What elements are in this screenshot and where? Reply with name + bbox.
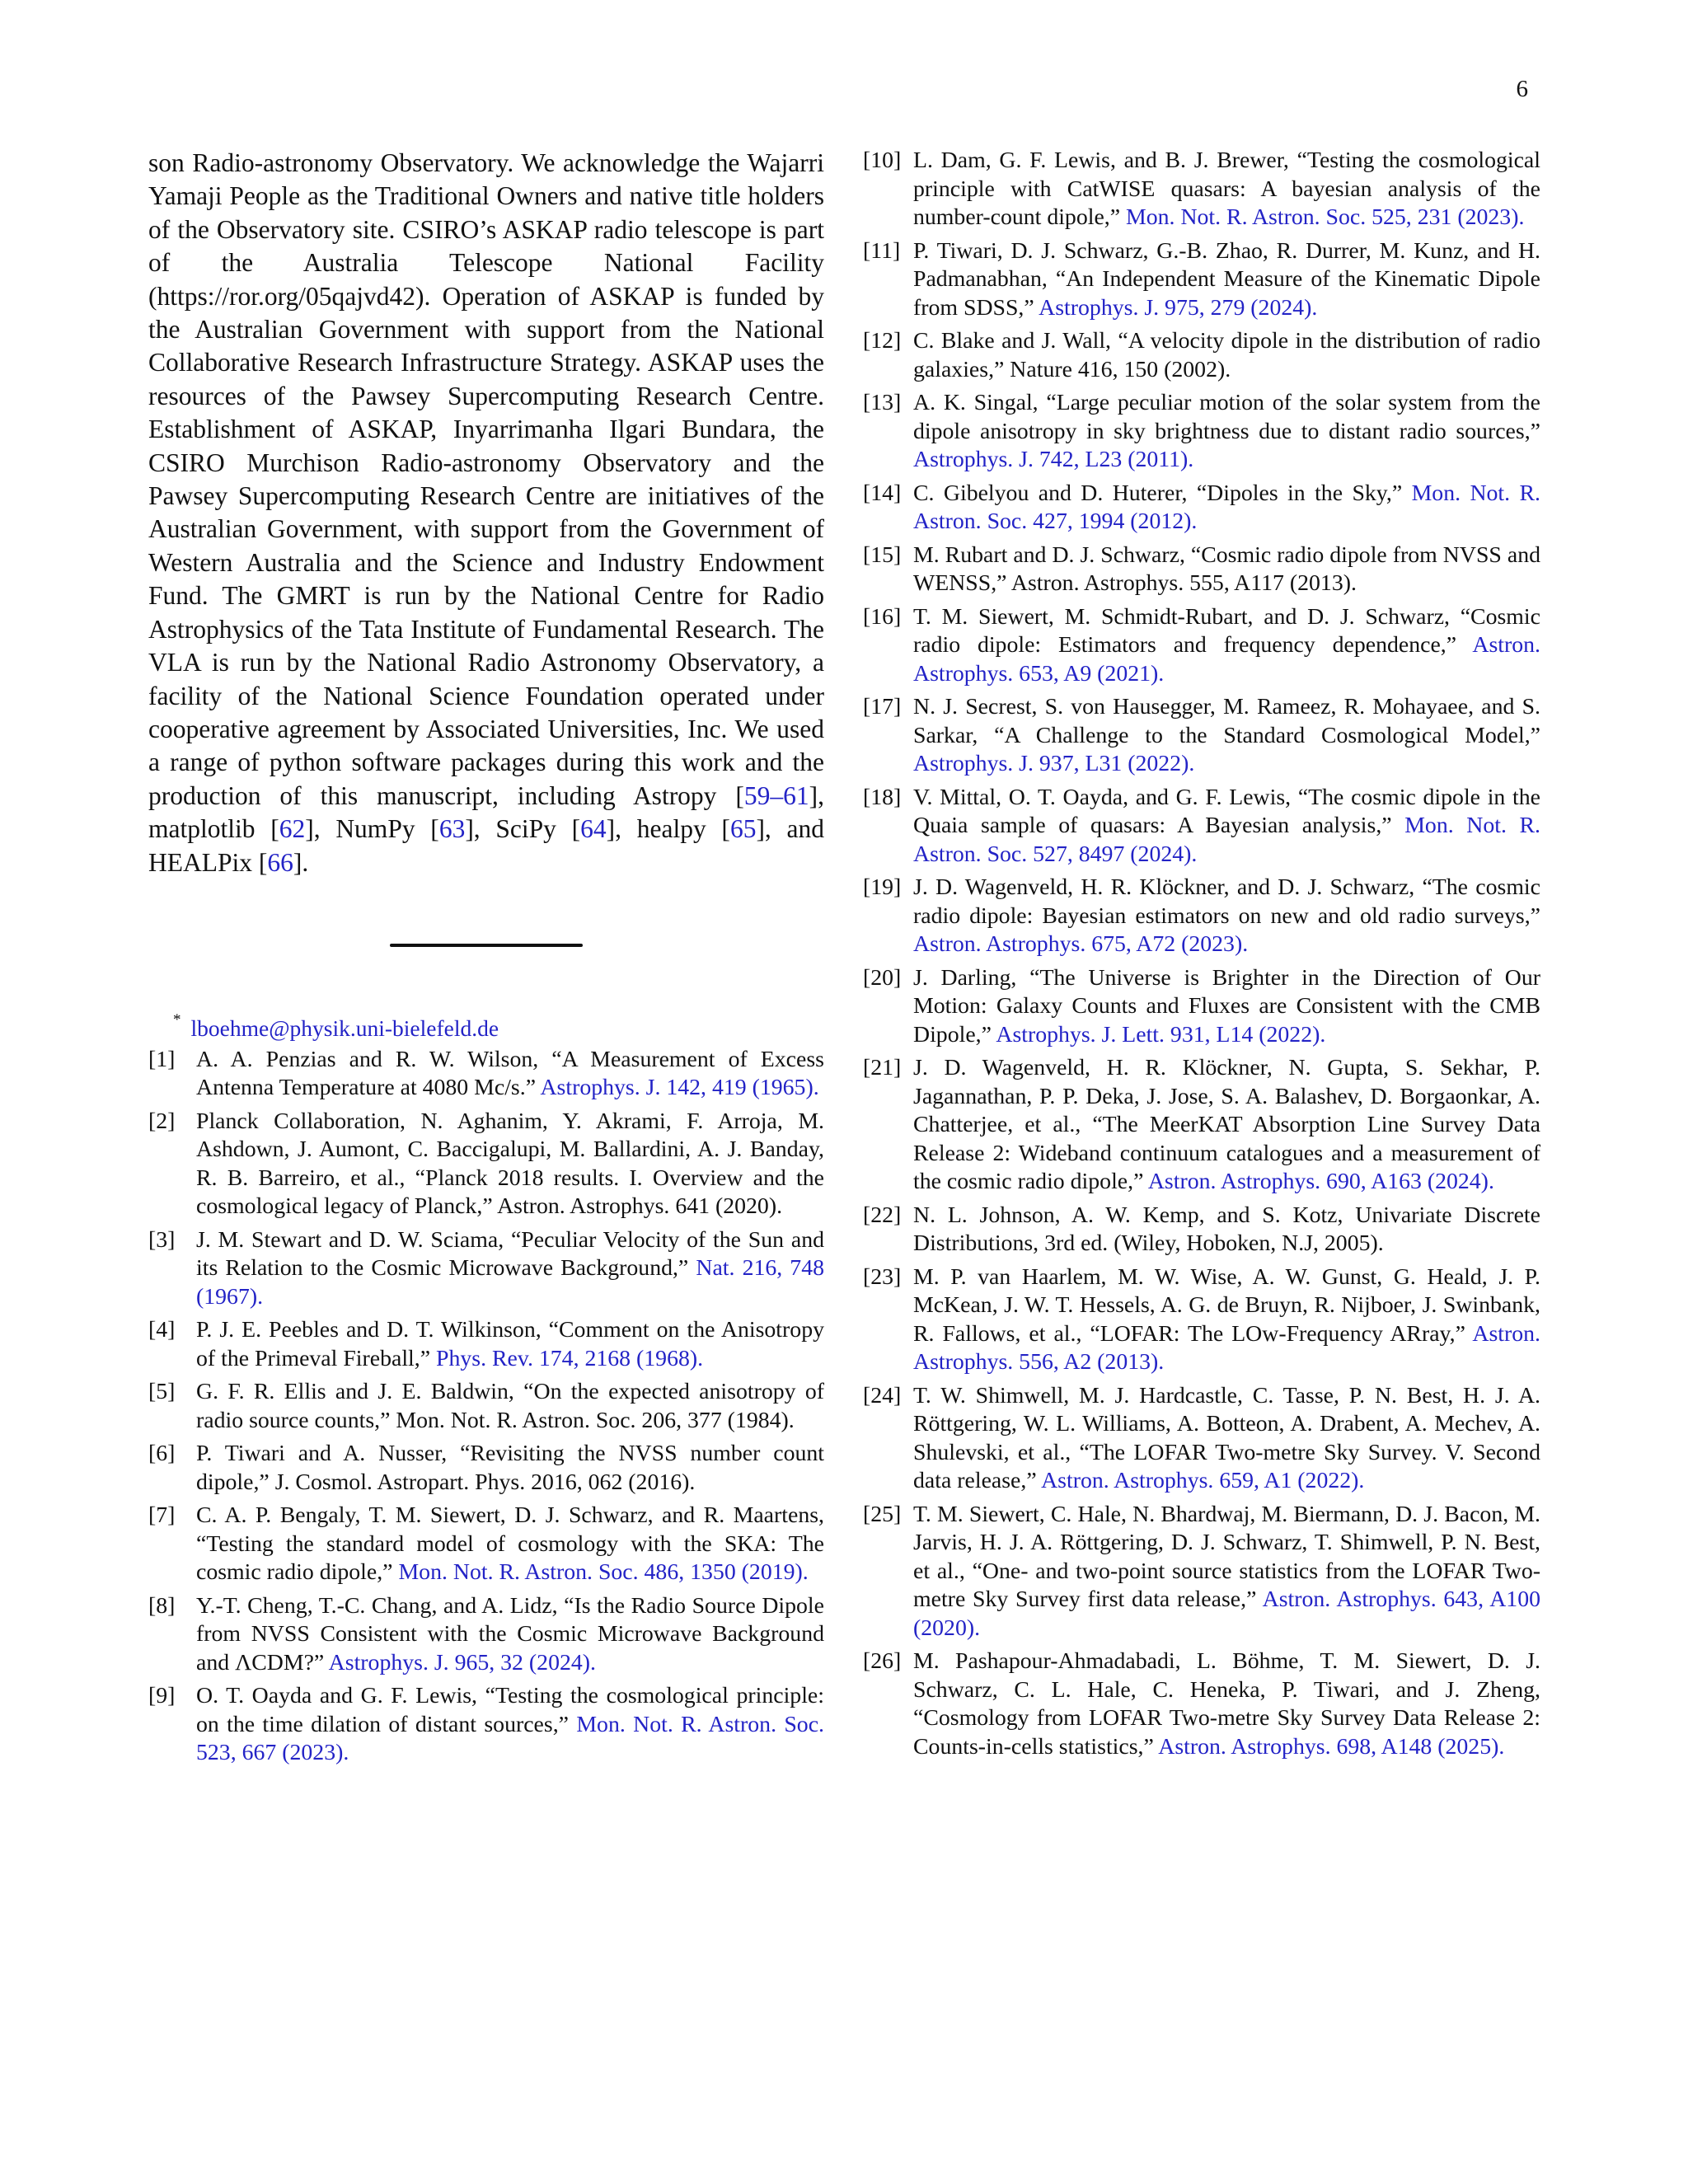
reference-item [863, 1202, 1540, 1258]
reference-body: J. M. Stewart and D. W. Sciama, “Peculiar Velocity of the Sun and its Relation to the Cosmic Microwave Background,” [196, 1226, 824, 1282]
footnote-email [148, 1010, 824, 1043]
reference-text [913, 1382, 1540, 1496]
reference-number: [3] [148, 1226, 176, 1253]
reference-number: [22] [863, 1202, 902, 1228]
reference-text [913, 1202, 1540, 1258]
reference-body: J. D. Wagenveld, H. R. Klöckner, and D. J. Schwarz, “The cosmic radio dipole: Bayesian estimators on new and old radio surveys,” [913, 874, 1540, 929]
reference-item [863, 874, 1540, 959]
reference-body: A. K. Singal, “Large peculiar motion of the solar system from the dipole anisotropy in sky brightness due to distant radio sources,” [913, 390, 1540, 444]
reference-doi-link[interactable]: Astrophys. J. 965, 32 (2024). [328, 1649, 596, 1675]
reference-text [913, 147, 1540, 232]
numpy-label: NumPy [335, 814, 415, 844]
reference-body: A. A. Penzias and R. W. Wilson, “A Measurement of Excess Antenna Temperature at 4080 Mc/s.” [196, 1046, 824, 1101]
reference-number: [17] [863, 694, 902, 719]
reference-number: [16] [863, 603, 902, 630]
reference-body: M. Pashapour-Ahmadabadi, L. Böhme, T. M. Siewert, D. J. Schwarz, C. L. Hale, C. Heneka, P. Tiwari, and J. Zheng, “Cosmology from LOFAR Two-metre Sky Survey Data Release 2: Counts-in-cells statistics,” [913, 1648, 1540, 1760]
reference-item [148, 1682, 824, 1768]
reference-doi-link[interactable]: Astron. Astrophys. 556, A2 (2013). [913, 1320, 1541, 1375]
reference-number: [24] [863, 1382, 902, 1408]
reference-body: P. J. E. Peebles and D. T. Wilkinson, “Comment on the Anisotropy of the Primeval Fireball,” [196, 1317, 824, 1371]
reference-body: J. Darling, “The Universe is Brighter in the Direction of Our Motion: Galaxy Counts and Fluxes are Consistent with the CMB Dipole,” [913, 964, 1540, 1047]
reference-list-right [863, 147, 1540, 1761]
reference-doi-link[interactable]: Phys. Rev. 174, 2168 (1968). [436, 1345, 704, 1371]
citation-link-matplotlib[interactable]: 62 [279, 814, 306, 844]
reference-item [148, 1440, 824, 1497]
reference-number: [25] [863, 1501, 902, 1527]
section-separator [390, 944, 583, 947]
reference-item [148, 1108, 824, 1221]
reference-body: M. Rubart and D. J. Schwarz, “Cosmic radio dipole from NVSS and WENSS,” Astron. Astrophys. 555, A117 (2013). [913, 541, 1540, 596]
reference-doi-link[interactable]: Astron. Astrophys. 643, A100 (2020). [913, 1586, 1540, 1641]
reference-doi-link[interactable]: Mon. Not. R. Astron. Soc. 523, 667 (2023). [196, 1711, 824, 1766]
reference-item [863, 480, 1540, 537]
reference-number: [20] [863, 964, 902, 991]
reference-body: Y.-T. Cheng, T.-C. Chang, and A. Lidz, “Is the Radio Source Dipole from NVSS Consistent with the Cosmic Microwave Background and ΛCDM?” [196, 1592, 824, 1675]
reference-number: [5] [148, 1379, 176, 1405]
reference-doi-link[interactable]: Astron. Astrophys. 653, A9 (2021). [913, 632, 1540, 687]
reference-doi-link[interactable]: Astrophys. J. 742, L23 (2011). [913, 447, 1194, 472]
reference-body: C. A. P. Bengaly, T. M. Siewert, D. J. Schwarz, and R. Maartens, “Testing the standard model of cosmology with the SKA: The cosmic radio dipole,” [196, 1502, 824, 1586]
healpy-label: healpy [636, 814, 706, 844]
reference-text [913, 237, 1540, 323]
reference-body: O. T. Oayda and G. F. Lewis, “Testing the cosmological principle: on the time dilation of distant sources,” [196, 1683, 824, 1737]
reference-item [863, 964, 1540, 1050]
reference-body: C. Blake and J. Wall, “A velocity dipole in the distribution of radio galaxies,” Nature 416, 150 (2002). [913, 328, 1540, 382]
reference-item [863, 784, 1540, 869]
reference-body: T. M. Siewert, C. Hale, N. Bhardwaj, M. Biermann, D. J. Bacon, M. Jarvis, H. J. A. Röttgering, D. J. Schwarz, T. Shimwell, P. N. Best, et al., “One- and two-point source statistics from the LOFAR Two-metre Sky Survey first data release,” [913, 1501, 1540, 1612]
reference-doi-link[interactable]: Astron. Astrophys. 690, A163 (2024). [1147, 1169, 1494, 1194]
reference-number: [10] [863, 148, 902, 173]
reference-text [913, 327, 1540, 384]
reference-number: [9] [148, 1683, 176, 1709]
reference-doi-link[interactable]: Nat. 216, 748 (1967). [196, 1255, 825, 1310]
reference-text [913, 1054, 1540, 1197]
reference-number: [13] [863, 390, 902, 415]
reference-body: G. F. R. Ellis and J. E. Baldwin, “On the expected anisotropy of radio source counts,” Mon. Not. R. Astron. Soc. 206, 377 (1984). [196, 1379, 824, 1433]
reference-text [913, 480, 1540, 537]
reference-item [863, 693, 1540, 779]
reference-number: [8] [148, 1592, 176, 1619]
reference-doi-link[interactable]: Astrophys. J. 975, 279 (2024). [1039, 294, 1318, 321]
reference-list-left [148, 1046, 824, 1768]
reference-number: [14] [863, 480, 902, 506]
reference-doi-link[interactable]: Astrophys. J. 142, 419 (1965). [540, 1075, 819, 1101]
left-column [148, 147, 824, 1773]
reference-text [196, 1592, 824, 1678]
reference-text [913, 1647, 1540, 1761]
reference-number: [12] [863, 328, 902, 354]
reference-number: [23] [863, 1263, 902, 1290]
reference-doi-link[interactable]: Astrophys. J. 937, L31 (2022). [913, 751, 1195, 776]
reference-item [863, 1054, 1540, 1197]
reference-doi-link[interactable]: Mon. Not. R. Astron. Soc. 527, 8497 (2024). [913, 813, 1540, 867]
reference-text [196, 1682, 824, 1768]
reference-text [913, 693, 1540, 779]
reference-text [196, 1226, 824, 1312]
reference-text [913, 541, 1540, 598]
reference-item [863, 147, 1540, 232]
reference-item [863, 237, 1540, 323]
reference-text [913, 964, 1540, 1050]
reference-text [913, 389, 1540, 475]
reference-text [913, 784, 1540, 869]
reference-body: P. Tiwari and A. Nusser, “Revisiting the NVSS number count dipole,” J. Cosmol. Astropart. Phys. 2016, 062 (2016). [196, 1441, 824, 1495]
reference-text [196, 1502, 824, 1587]
citation-link-astropy[interactable]: 59–61 [743, 780, 809, 810]
reference-number: [6] [148, 1441, 176, 1467]
reference-doi-link[interactable]: Astron. Astrophys. 675, A72 (2023). [913, 931, 1249, 957]
reference-doi-link[interactable]: Mon. Not. R. Astron. Soc. 427, 1994 (2012). [913, 480, 1540, 534]
matplotlib-label: matplotlib [148, 814, 256, 844]
reference-body: P. Tiwari, D. J. Schwarz, G.-B. Zhao, R. Durrer, M. Kunz, and H. Padmanabhan, “An Independent Measure of the Kinematic Dipole from SDSS,” [913, 237, 1540, 321]
reference-number: [21] [863, 1055, 902, 1080]
reference-number: [4] [148, 1317, 176, 1343]
reference-item [148, 1502, 824, 1587]
reference-item [148, 1316, 824, 1373]
reference-item [863, 1501, 1540, 1643]
reference-item [863, 389, 1540, 475]
acknowledgments-text: son Radio-astronomy Observatory. We acknowledge the Wajarri Yamaji People as the Traditional Owners and native title holders of the Observatory site. CSIRO’s ASKAP radio telescope is part of the Australia Telescope National Facility (https://ror.org/05qajvd42). Operation of ASKAP is funded by the Australian Government with support from the National Collaborative Research Infrastructure Strategy. ASKAP uses the resources of the Pawsey Supercomputing Research Centre. Establishment of ASKAP, Inyarrimanha Ilgari Bundara, the CSIRO Murchison Radio-astronomy Observatory and the Pawsey Supercomputing Research Centre are initiatives of the Australian Government, with support from the Government of Western Australia and the Science and Industry Endowment Fund. The GMRT is run by the National Centre for Radio Astrophysics of the Tata Institute of Fundamental Research. The VLA is run by the National Radio Astronomy Observatory, a facility of the National Science Foundation operated under cooperative agreement by Associated Universities, Inc. We used a range of python software packages during this work and the production of this manuscript, including Astropy [148, 148, 824, 810]
reference-body: M. P. van Haarlem, M. W. Wise, A. W. Gunst, G. Heald, J. P. McKean, J. W. T. Hessels, A. G. de Bruyn, R. Nijboer, J. Swinbank, R. Fallows, et al., “LOFAR: The LOw-Frequency ARray,” [913, 1263, 1540, 1347]
reference-number: [15] [863, 541, 902, 568]
citation-link-healpy[interactable]: 65 [729, 814, 757, 844]
reference-body: C. Gibelyou and D. Huterer, “Dipoles in the Sky,” [913, 480, 1403, 506]
reference-body: J. D. Wagenveld, H. R. Klöckner, N. Gupta, S. Sekhar, P. Jagannathan, P. P. Deka, J. Jose, S. A. Balashev, D. Borgaonkar, A. Chatterjee, et al., “The MeerKAT Absorption Line Survey Data Release 2: Wideband continuum catalogues and a measurement of the cosmic radio dipole,” [913, 1055, 1540, 1194]
healpix-label: HEALPix [148, 847, 252, 877]
reference-doi-link[interactable]: Astron. Astrophys. 659, A1 (2022). [1041, 1468, 1365, 1493]
reference-item [863, 327, 1540, 384]
reference-body: Planck Collaboration, N. Aghanim, Y. Akrami, F. Arroja, M. Ashdown, J. Aumont, C. Baccigalupi, M. Ballardini, A. J. Banday, R. B. Barreiro, et al., “Planck 2018 results. I. Overview and the cosmological legacy of Planck,” Astron. Astrophys. 641 (2020). [196, 1108, 824, 1220]
reference-text [913, 1263, 1540, 1377]
page-number: 6 [1516, 76, 1528, 102]
reference-number: [26] [863, 1648, 902, 1674]
reference-text [196, 1046, 824, 1103]
reference-number: [2] [148, 1108, 176, 1134]
scipy-label: SciPy [495, 814, 556, 844]
reference-text [196, 1440, 824, 1497]
reference-body: T. M. Siewert, M. Schmidt-Rubart, and D. J. Schwarz, “Cosmic radio dipole: Estimators and frequency dependence,” [913, 603, 1540, 658]
reference-body: N. L. Johnson, A. W. Kemp, and S. Kotz, Univariate Discrete Distributions, 3rd ed. (Wiley, Hoboken, N.J, 2005). [913, 1202, 1540, 1256]
reference-item [148, 1378, 824, 1435]
reference-body: L. Dam, G. F. Lewis, and B. J. Brewer, “Testing the cosmological principle with CatWISE quasars: A bayesian analysis of the number-count dipole,” [913, 148, 1540, 230]
reference-item [148, 1226, 824, 1312]
reference-doi-link[interactable]: Astrophys. J. Lett. 931, L14 (2022). [996, 1021, 1326, 1047]
reference-doi-link[interactable]: Astron. Astrophys. 698, A148 (2025). [1158, 1733, 1505, 1760]
reference-item [863, 1382, 1540, 1496]
reference-item [148, 1592, 824, 1678]
reference-text [913, 603, 1540, 689]
reference-text [913, 1501, 1540, 1643]
reference-body: V. Mittal, O. T. Oayda, and G. F. Lewis, “The cosmic dipole in the Quaia sample of quasars: A Bayesian analysis,” [913, 784, 1540, 838]
reference-item [148, 1046, 824, 1103]
reference-number: [18] [863, 784, 902, 810]
reference-text [196, 1378, 824, 1435]
citation-link-healpix[interactable]: 66 [267, 847, 293, 877]
reference-number: [11] [863, 237, 901, 264]
acknowledgments-paragraph: son Radio-astronomy Observatory. We acknowledge the Wajarri Yamaji People as the Traditional Owners and native title holders of the Observatory site. CSIRO’s ASKAP radio telescope is part of the Australia Telescope National Facility (https://ror.org/05qajvd42). Operation of ASKAP is funded by the Australian Government with support from the National Collaborative Research Infrastructure Strategy. ASKAP uses the resources of the Pawsey Supercomputing Research Centre. Establishment of ASKAP, Inyarrimanha Ilgari Bundara, the CSIRO Murchison Radio-astronomy Observatory and the Pawsey Supercomputing Research Centre are initiatives of the Australian Government, with support from the Government of Western Australia and the Science and Industry Endowment Fund. The GMRT is run by the National Centre for Radio Astrophysics of the Tata Institute of Fundamental Research. The VLA is run by the National Radio Astronomy Observatory, a facility of the National Science Foundation operated under cooperative agreement by Associated Universities, Inc. We used a range of python software packages during this work and the production of this manuscript, including Astropy [59–61], matplotlib [62], NumPy [63], SciPy [64], healpy [65], and HEALPix [66]. [148, 148, 825, 877]
citation-link-scipy[interactable]: 64 [580, 814, 607, 844]
footnote-marker: * [173, 1010, 181, 1029]
reference-body: N. J. Secrest, S. von Hausegger, M. Rameez, R. Mohayaee, and S. Sarkar, “A Challenge to the Standard Cosmological Model,” [913, 694, 1540, 748]
reference-item [863, 541, 1540, 598]
reference-body: T. W. Shimwell, M. J. Hardcastle, C. Tasse, P. N. Best, H. J. A. Röttgering, W. L. Williams, A. Botteon, A. Drabent, A. Mechev, A. Shulevski, et al., “The LOFAR Two-metre Sky Survey. V. Second data release,” [913, 1382, 1540, 1493]
reference-text [196, 1316, 824, 1373]
reference-doi-link[interactable]: Mon. Not. R. Astron. Soc. 486, 1350 (2019). [398, 1559, 809, 1586]
reference-item [863, 1647, 1540, 1761]
reference-number: [7] [148, 1502, 176, 1529]
right-column [863, 147, 1540, 1766]
reference-number: [19] [863, 874, 902, 900]
reference-text [913, 874, 1540, 959]
reference-item [863, 1263, 1540, 1377]
citation-link-numpy[interactable]: 63 [438, 814, 466, 844]
reference-item [863, 603, 1540, 689]
reference-number: [1] [148, 1046, 176, 1072]
and-label: and [786, 814, 825, 844]
reference-doi-link[interactable]: Mon. Not. R. Astron. Soc. 525, 231 (2023). [1126, 204, 1525, 230]
email-link[interactable]: lboehme@physik.uni-bielefeld.de [190, 1015, 499, 1042]
reference-text [196, 1108, 824, 1221]
